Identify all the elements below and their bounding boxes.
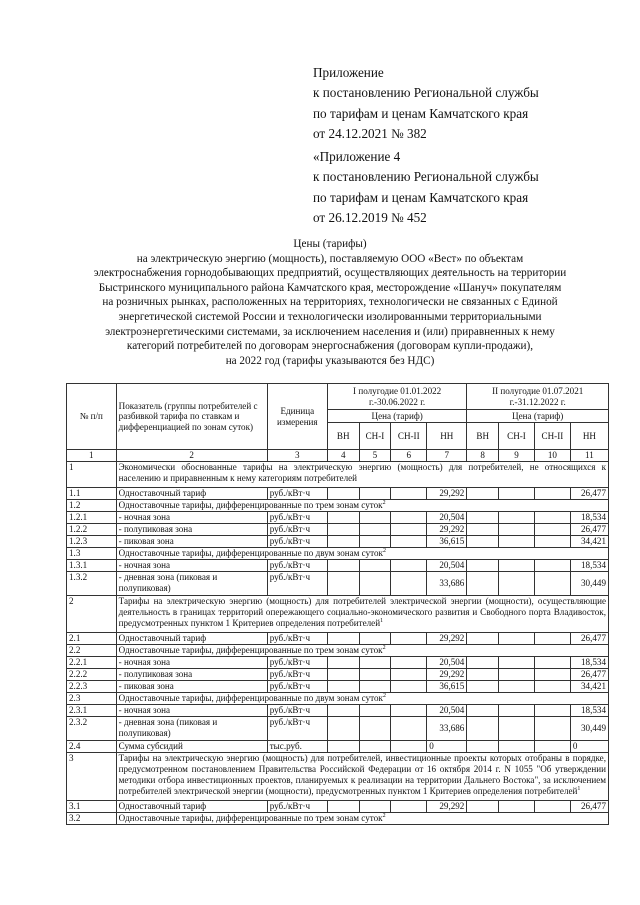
empty-cell	[391, 705, 427, 717]
empty-cell	[359, 633, 391, 645]
row-number: 1.1	[67, 488, 117, 500]
group-title	[116, 548, 608, 560]
unit: руб./кВт·ч	[267, 705, 327, 717]
unit: руб./кВт·ч	[267, 512, 327, 524]
unit: руб./кВт·ч	[267, 681, 327, 693]
table-row	[67, 669, 609, 681]
column-number: 7	[427, 450, 467, 462]
row-number: 1	[67, 462, 117, 488]
header-half1: I полугодие 01.01.2022 г.-30.06.2022 г.	[327, 384, 466, 410]
footnote-mark: 1	[577, 785, 581, 792]
header-line: Приложение	[313, 65, 384, 80]
empty-cell	[391, 657, 427, 669]
empty-cell	[534, 572, 570, 596]
empty-cell	[534, 657, 570, 669]
empty-cell	[391, 560, 427, 572]
table-row	[67, 500, 609, 512]
row-number: 1.2	[67, 500, 117, 512]
empty-cell	[359, 717, 391, 741]
group-title	[116, 645, 608, 657]
empty-cell	[467, 536, 499, 548]
tariff-value: 20,504	[427, 705, 467, 717]
footnote-mark: 2	[382, 499, 386, 506]
empty-cell	[499, 669, 535, 681]
empty-cell	[534, 801, 570, 813]
empty-cell	[467, 741, 499, 753]
group-title	[116, 693, 608, 705]
empty-cell	[467, 572, 499, 596]
row-number: 2.3	[67, 693, 117, 705]
voltage-level-header: НН	[570, 423, 608, 450]
tariff-value: 18,534	[570, 560, 608, 572]
unit: руб./кВт·ч	[267, 488, 327, 500]
tariff-value: 26,477	[570, 524, 608, 536]
column-number: 5	[359, 450, 391, 462]
column-number: 3	[267, 450, 327, 462]
column-number: 4	[327, 450, 359, 462]
empty-cell	[327, 705, 359, 717]
tariff-value: 26,477	[570, 801, 608, 813]
empty-cell	[534, 560, 570, 572]
tariff-value: 29,292	[427, 801, 467, 813]
row-number: 2.3.2	[67, 717, 117, 741]
empty-cell	[327, 657, 359, 669]
table-row	[67, 645, 609, 657]
table-row	[67, 705, 609, 717]
empty-cell	[391, 717, 427, 741]
table-row	[67, 657, 609, 669]
table-row	[67, 633, 609, 645]
row-text: Тарифы на электрическую энергию (мощность) для потребителей электрической энергии (мощности), осуществляющие деятельность в границах территорий опережающего социально-экономического развития и Свободного порта Владивосток, предусмотренных пунктом 1 Критериев определения потребителей	[118, 596, 606, 628]
table-row	[67, 462, 609, 488]
unit: руб./кВт·ч	[267, 524, 327, 536]
title-line: энергетической системой России и технологически изолированными территориальными	[118, 310, 542, 323]
section-title	[116, 753, 608, 801]
row-number: 1.2.2	[67, 524, 117, 536]
indicator-name: - ночная зона	[116, 705, 267, 717]
group-title	[116, 500, 608, 512]
title-line: категорий потребителей по договорам энергоснабжения (договорам купли-продажи),	[126, 340, 534, 353]
table-row	[67, 560, 609, 572]
row-text: Одноставочные тарифы, дифференцированные по двум зонам суток	[118, 693, 383, 703]
empty-cell	[534, 705, 570, 717]
footnote-mark: 2	[382, 812, 386, 819]
empty-cell	[467, 801, 499, 813]
title-line: электроснабжения горнодобывающих предприятий, осуществляющих деятельность на территории	[93, 267, 567, 280]
column-number: 8	[467, 450, 499, 462]
unit: руб./кВт·ч	[267, 560, 327, 572]
empty-cell	[499, 633, 535, 645]
table-row	[67, 717, 609, 741]
tariff-value: 0	[427, 741, 467, 753]
tariff-value: 20,504	[427, 512, 467, 524]
voltage-level-header: ВН	[467, 423, 499, 450]
empty-cell	[499, 741, 535, 753]
unit: тыс.руб.	[267, 741, 327, 753]
empty-cell	[359, 572, 391, 596]
table-row	[67, 741, 609, 753]
table-row	[67, 572, 609, 596]
unit: руб./кВт·ч	[267, 572, 327, 596]
empty-cell	[499, 572, 535, 596]
tariff-value: 30,449	[570, 717, 608, 741]
appendix-header	[313, 147, 539, 228]
empty-cell	[359, 657, 391, 669]
row-number: 3.1	[67, 801, 117, 813]
empty-cell	[327, 512, 359, 524]
column-number: 10	[534, 450, 570, 462]
column-number: 11	[570, 450, 608, 462]
row-text: Одноставочные тарифы, дифференцированные по трем зонам суток	[118, 645, 383, 655]
tariff-value: 29,292	[427, 524, 467, 536]
empty-cell	[467, 657, 499, 669]
header-line: «Приложение 4	[313, 149, 401, 164]
group-title	[116, 813, 608, 825]
indicator-name: Одноставочный тариф	[116, 633, 267, 645]
column-number: 1	[67, 450, 117, 462]
empty-cell	[467, 705, 499, 717]
empty-cell	[467, 488, 499, 500]
tariff-value: 36,615	[427, 536, 467, 548]
empty-cell	[359, 512, 391, 524]
indicator-name: Одноставочный тариф	[116, 488, 267, 500]
empty-cell	[327, 717, 359, 741]
empty-cell	[467, 669, 499, 681]
tariff-value: 34,421	[570, 536, 608, 548]
empty-cell	[499, 705, 535, 717]
section-title	[116, 462, 608, 488]
empty-cell	[391, 681, 427, 693]
title-line: на электрическую энергию (мощность), поставляемую ООО «Вест» по объектам	[136, 252, 524, 265]
empty-cell	[391, 669, 427, 681]
row-number: 2.2	[67, 645, 117, 657]
indicator-name: Одноставочный тариф	[116, 801, 267, 813]
table-row	[67, 524, 609, 536]
empty-cell	[499, 488, 535, 500]
tariff-value: 26,477	[570, 488, 608, 500]
unit: руб./кВт·ч	[267, 536, 327, 548]
header-line: к постановлению Региональной службы	[313, 169, 539, 185]
row-number: 2	[67, 596, 117, 633]
empty-cell	[359, 536, 391, 548]
empty-cell	[327, 488, 359, 500]
row-number: 1.3.1	[67, 560, 117, 572]
tariff-table	[66, 383, 609, 825]
empty-cell	[327, 741, 359, 753]
table-row	[67, 693, 609, 705]
empty-cell	[499, 717, 535, 741]
row-number: 2.2.2	[67, 669, 117, 681]
empty-cell	[391, 488, 427, 500]
row-number: 1.2.1	[67, 512, 117, 524]
empty-cell	[327, 669, 359, 681]
table-row	[67, 548, 609, 560]
empty-cell	[391, 633, 427, 645]
empty-cell	[534, 512, 570, 524]
header-line: от 26.12.2019 № 452	[313, 209, 427, 225]
tariff-value: 34,421	[570, 681, 608, 693]
footnote-mark: 1	[380, 617, 384, 624]
header-price-label: Цена (тариф)	[327, 410, 466, 423]
empty-cell	[499, 657, 535, 669]
empty-cell	[499, 681, 535, 693]
column-number: 2	[116, 450, 267, 462]
title-line: электроэнергетическими системами, за исключением населения и (или) приравненных к нему	[105, 325, 555, 338]
approval-header	[313, 63, 539, 144]
empty-cell	[499, 524, 535, 536]
empty-cell	[327, 801, 359, 813]
empty-cell	[534, 536, 570, 548]
row-text: Тарифы на электрическую энергию (мощность) для потребителей, инвестиционные проекты которых отобраны в порядке, предусмотренном постановлением Правительства Российской Федерации от 16 октября 2014 г. N 1055 "Об утверждении методики отбора инвестиционных проектов, планируемых к реализации на территории Дальнего Востока", за исключением потребителей электрической энергии (мощности), предусмотренных пунктом 1 Критериев определения потребителей	[118, 753, 606, 796]
header-half2: II полугодие 01.07.2021 г.-31.12.2022 г.	[467, 384, 609, 410]
tariff-value: 20,504	[427, 657, 467, 669]
header-unit: Единица измерения	[267, 384, 327, 450]
empty-cell	[467, 560, 499, 572]
tariff-value: 20,504	[427, 560, 467, 572]
table-row	[67, 753, 609, 801]
document-title	[40, 237, 620, 368]
empty-cell	[499, 512, 535, 524]
empty-cell	[359, 801, 391, 813]
tariff-value: 26,477	[570, 669, 608, 681]
table-row	[67, 681, 609, 693]
empty-cell	[359, 669, 391, 681]
empty-cell	[359, 681, 391, 693]
footnote-mark: 2	[382, 692, 386, 699]
header-line: по тарифам и ценам Камчатского края	[313, 189, 529, 205]
header-indicator: Показатель (группы потребителей с разбивкой тарифа по ставкам и дифференциацией по зонам суток)	[116, 384, 267, 450]
tariff-value: 18,534	[570, 705, 608, 717]
table-row	[67, 813, 609, 825]
row-text: Одноставочные тарифы, дифференцированные по трем зонам суток	[118, 500, 383, 510]
title-line: Быстринского муниципального района Камчатского края, месторождение «Шануч» покупателям	[98, 281, 562, 294]
tariff-value: 18,534	[570, 512, 608, 524]
empty-cell	[391, 801, 427, 813]
indicator-name: Сумма субсидий	[116, 741, 267, 753]
table-row	[67, 488, 609, 500]
header-line: к постановлению Региональной службы	[313, 85, 539, 101]
row-text: Одноставочные тарифы, дифференцированные по двум зонам суток	[118, 548, 383, 558]
empty-cell	[327, 536, 359, 548]
indicator-name: - пиковая зона	[116, 536, 267, 548]
empty-cell	[359, 524, 391, 536]
row-number: 3	[67, 753, 117, 801]
tariff-value: 33,686	[427, 572, 467, 596]
voltage-level-header: СН-I	[359, 423, 391, 450]
indicator-name: - дневная зона (пиковая и полупиковая)	[116, 572, 267, 596]
empty-cell	[534, 681, 570, 693]
indicator-name: - ночная зона	[116, 560, 267, 572]
row-number: 2.3.1	[67, 705, 117, 717]
empty-cell	[359, 488, 391, 500]
empty-cell	[327, 572, 359, 596]
indicator-name: - ночная зона	[116, 512, 267, 524]
empty-cell	[391, 536, 427, 548]
row-number: 2.2.3	[67, 681, 117, 693]
title-line: на розничных рынках, расположенных на территориях, технологически не связанных с Единой	[102, 296, 558, 309]
tariff-value: 29,292	[427, 633, 467, 645]
footnote-mark: 2	[382, 547, 386, 554]
indicator-name: - полупиковая зона	[116, 669, 267, 681]
unit: руб./кВт·ч	[267, 669, 327, 681]
voltage-level-header: ВН	[327, 423, 359, 450]
empty-cell	[327, 633, 359, 645]
empty-cell	[499, 560, 535, 572]
header-line: от 24.12.2021 № 382	[313, 125, 427, 141]
row-text: Экономически обоснованные тарифы на электрическую энергию (мощность) для потребителей, не относящихся к населению и приравненным к нему категориям потребителей	[118, 462, 606, 483]
tariff-value: 0	[570, 741, 608, 753]
empty-cell	[391, 512, 427, 524]
row-text: Одноставочные тарифы, дифференцированные по трем зонам суток	[118, 813, 383, 823]
row-number: 3.2	[67, 813, 117, 825]
header-price-label: Цена (тариф)	[467, 410, 609, 423]
unit: руб./кВт·ч	[267, 801, 327, 813]
tariff-value: 29,292	[427, 488, 467, 500]
empty-cell	[534, 488, 570, 500]
row-number: 2.2.1	[67, 657, 117, 669]
unit: руб./кВт·ч	[267, 633, 327, 645]
voltage-level-header: СН-II	[391, 423, 427, 450]
empty-cell	[499, 801, 535, 813]
table-row	[67, 536, 609, 548]
empty-cell	[391, 741, 427, 753]
tariff-value: 30,449	[570, 572, 608, 596]
indicator-name: - дневная зона (пиковая и полупиковая)	[116, 717, 267, 741]
empty-cell	[534, 633, 570, 645]
empty-cell	[359, 705, 391, 717]
voltage-level-header: НН	[427, 423, 467, 450]
empty-cell	[499, 536, 535, 548]
row-number: 1.3.2	[67, 572, 117, 596]
row-number: 1.2.3	[67, 536, 117, 548]
column-number: 6	[391, 450, 427, 462]
column-number: 9	[499, 450, 535, 462]
voltage-level-header: СН-I	[499, 423, 535, 450]
empty-cell	[467, 512, 499, 524]
empty-cell	[467, 524, 499, 536]
empty-cell	[467, 717, 499, 741]
row-number: 1.3	[67, 548, 117, 560]
footnote-mark: 2	[382, 644, 386, 651]
voltage-level-header: СН-II	[534, 423, 570, 450]
table-row	[67, 596, 609, 633]
tariff-value: 33,686	[427, 717, 467, 741]
empty-cell	[359, 560, 391, 572]
section-title	[116, 596, 608, 633]
indicator-name: - полупиковая зона	[116, 524, 267, 536]
indicator-name: - ночная зона	[116, 657, 267, 669]
empty-cell	[327, 681, 359, 693]
empty-cell	[534, 669, 570, 681]
empty-cell	[359, 741, 391, 753]
empty-cell	[327, 560, 359, 572]
unit: руб./кВт·ч	[267, 657, 327, 669]
empty-cell	[327, 524, 359, 536]
table-row	[67, 801, 609, 813]
header-line: по тарифам и ценам Камчатского края	[313, 105, 529, 121]
tariff-value: 26,477	[570, 633, 608, 645]
empty-cell	[534, 524, 570, 536]
tariff-value: 18,534	[570, 657, 608, 669]
row-number: 2.1	[67, 633, 117, 645]
indicator-name: - пиковая зона	[116, 681, 267, 693]
empty-cell	[467, 633, 499, 645]
table-row	[67, 512, 609, 524]
empty-cell	[391, 572, 427, 596]
empty-cell	[391, 524, 427, 536]
empty-cell	[534, 717, 570, 741]
tariff-value: 29,292	[427, 669, 467, 681]
row-number: 2.4	[67, 741, 117, 753]
unit: руб./кВт·ч	[267, 717, 327, 741]
empty-cell	[467, 681, 499, 693]
title-line: на 2022 год (тарифы указываются без НДС)	[225, 354, 435, 367]
tariff-value: 36,615	[427, 681, 467, 693]
header-num: № п/п	[67, 384, 117, 450]
empty-cell	[534, 741, 570, 753]
title-heading: Цены (тарифы)	[293, 238, 367, 250]
